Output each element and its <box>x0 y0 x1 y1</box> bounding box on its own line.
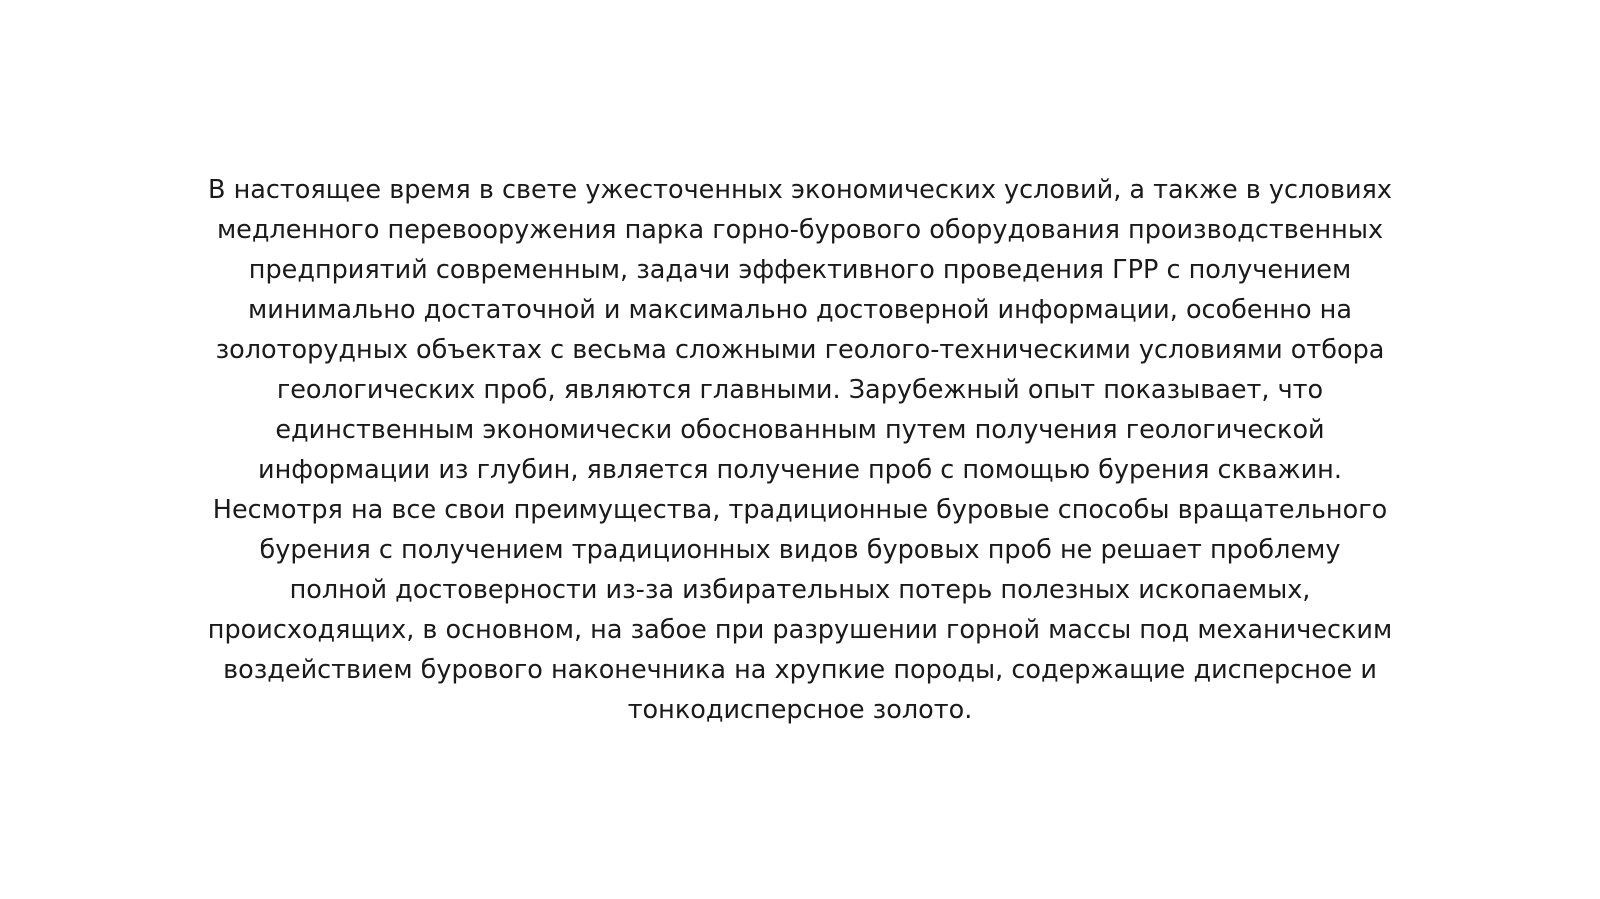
paragraph-line-11: полной достоверности из-за избирательных потерь полезных ископаемых, <box>289 575 1311 605</box>
paragraph-line-4: минимально достаточной и максимально достоверной информации, особенно на <box>248 295 1352 325</box>
paragraph-line-7: единственным экономически обоснованным путем получения геологической <box>275 415 1325 445</box>
paragraph-line-1: В настоящее время в свете ужесточенных экономических условий, а также в условиях <box>208 175 1392 205</box>
body-paragraph <box>160 170 1440 730</box>
paragraph-line-3: предприятий современным, задачи эффективного проведения ГРР с получением <box>248 255 1352 285</box>
paragraph-line-2: медленного перевооружения парка горно-бурового оборудования производственных <box>216 215 1384 245</box>
paragraph-line-10: бурения с получением традиционных видов буровых проб не решает проблему <box>259 535 1341 565</box>
paragraph-line-14: тонкодисперсное золото. <box>627 695 973 725</box>
paragraph-line-5: золоторудных объектах с весьма сложными геолого-техническими условиями отбора <box>215 335 1385 365</box>
paragraph-line-13: воздействием бурового наконечника на хрупкие породы, содержащие дисперсное и <box>223 655 1377 685</box>
paragraph-line-6: геологических проб, являются главными. Зарубежный опыт показывает, что <box>276 375 1324 405</box>
paragraph-line-12: происходящих, в основном, на забое при разрушении горной массы под механическим <box>207 615 1393 645</box>
paragraph-line-8: информации из глубин, является получение проб с помощью бурения скважин. <box>258 455 1342 485</box>
paragraph-line-9: Несмотря на все свои преимущества, традиционные буровые способы вращательного <box>212 495 1388 525</box>
